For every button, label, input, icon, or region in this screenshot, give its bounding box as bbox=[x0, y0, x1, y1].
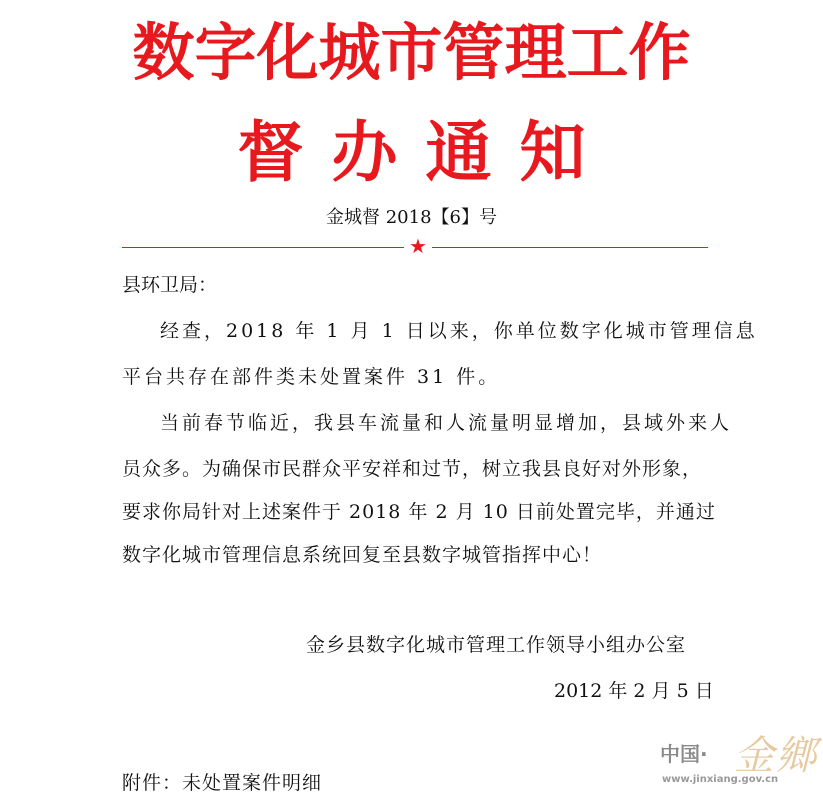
paragraph2-line3: 要求你局针对上述案件于 2018 年 2 月 10 日前处置完毕，并通过 bbox=[122, 501, 716, 523]
paragraph2-line4: 数字化城市管理信息系统回复至县数字城管指挥中心！ bbox=[122, 544, 603, 566]
paragraph2-line1: 当前春节临近，我县车流量和人流量明显增加，县域外来人 bbox=[160, 412, 733, 434]
signature-date: 2012 年 2 月 5 日 bbox=[554, 680, 714, 702]
signature-org: 金乡县数字化城市管理工作领导小组办公室 bbox=[306, 634, 687, 656]
document-title-line2: 督办通知 bbox=[237, 114, 614, 191]
header-rule-right bbox=[432, 247, 708, 248]
watermark-logo bbox=[660, 724, 820, 804]
attachment-note: 附件：未处置案件明细 bbox=[122, 772, 323, 794]
star-icon: ★ bbox=[409, 234, 427, 258]
paragraph1-line2: 平台共存在部件类未处置案件 31 件。 bbox=[122, 366, 501, 388]
paragraph2-line2: 员众多。为确保市民群众平安祥和过节，树立我县良好对外形象， bbox=[122, 458, 703, 480]
watermark-url: www.jinxiang.gov.cn bbox=[662, 774, 779, 785]
paragraph1-line1: 经查，2018 年 1 月 1 日以来，你单位数字化城市管理信息 bbox=[160, 320, 758, 342]
addressee: 县环卫局： bbox=[122, 274, 218, 296]
document-title-line1: 数字化城市管理工作 bbox=[132, 16, 691, 89]
document-number: 金城督 2018【6】号 bbox=[326, 207, 497, 228]
watermark-art: 金鄉 bbox=[734, 733, 818, 779]
watermark-label: 中国· bbox=[660, 742, 708, 766]
header-rule-left bbox=[122, 247, 404, 248]
